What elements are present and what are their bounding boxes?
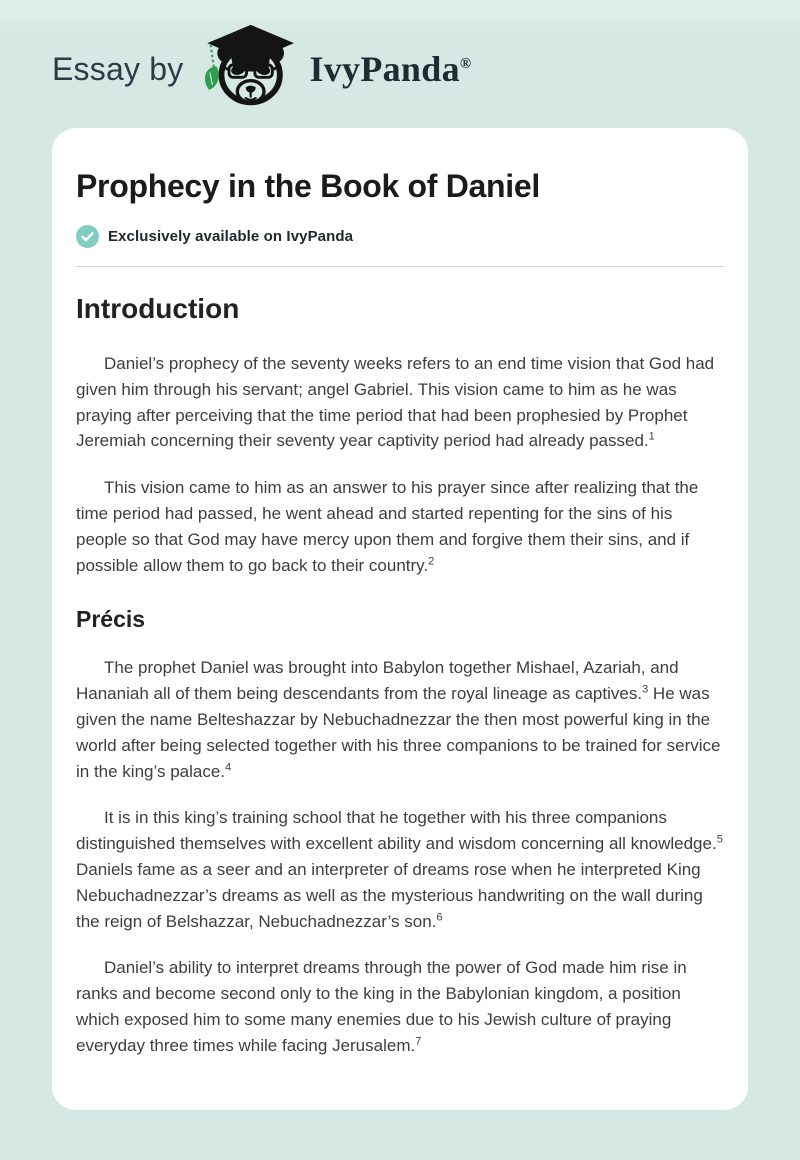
check-icon xyxy=(76,225,99,248)
site-header xyxy=(0,0,800,128)
paragraph-precis-1: The prophet Daniel was brought into Babylon together Mishael, Azariah, and Hananiah all of them being descendants from the royal lineage as captives.$^3$ He was given the name Belteshazzar by Nebuchadnezzar the then most powerful king in the world after being selected together with his three companions to be trained for service in the king’s palace.$^4$ xyxy=(76,658,721,781)
page-title: Prophecy in the Book of Daniel xyxy=(76,168,540,204)
section-heading-precis: Précis xyxy=(76,606,146,633)
essay-by-label: Essay by xyxy=(52,50,184,87)
paragraph-intro-2: This vision came to him as an answer to his prayer since after realizing that the time period had passed, he went ahead and started repenting for the sins of his people so that God may have mercy upon them and forgive them their sins, and if possible allow them to go back to their country.$^2$ xyxy=(76,478,699,575)
section-heading-introduction: Introduction xyxy=(76,293,240,324)
ivypanda-wordmark xyxy=(309,48,471,90)
exclusive-badge-label: Exclusively available on IvyPanda xyxy=(108,228,354,245)
paragraph-intro-1: Daniel’s prophecy of the seventy weeks refers to an end time vision that God had given him through his servant; angel Gabriel. This vision came to him as he was praying after perceiving that the time period that had been prophesied by Prophet Jeremiah concerning their seventy year captivity period had already passed.$^1$ xyxy=(76,354,715,451)
paragraph-precis-2: It is in this king’s training school that he together with his three companions distinguished themselves with excellent ability and wisdom concerning all knowledge.$^5$ Daniels fame as a seer and an interpreter of dreams rose when he interpreted King Nebuchadnezzar’s dreams as well as the mysterious handwriting on the wall during the reign of Belshazzar, Nebuchadnezzar’s son.$^6$ xyxy=(76,808,723,931)
panda-graduate-logo-icon xyxy=(199,23,299,115)
essay-card xyxy=(52,128,748,1110)
paragraph-precis-3: Daniel’s ability to interpret dreams through the power of God made him rise in ranks and become second only to the king in the Babylonian kingdom, a position which exposed him to some many enemies due to his Jewish culture of praying everyday three times while facing Jerusalem.$^7$ xyxy=(76,958,687,1055)
exclusive-badge xyxy=(76,225,724,248)
registered-trademark-symbol: ® xyxy=(459,56,472,72)
divider xyxy=(76,266,724,267)
brand-name: IvyPanda xyxy=(309,49,460,89)
